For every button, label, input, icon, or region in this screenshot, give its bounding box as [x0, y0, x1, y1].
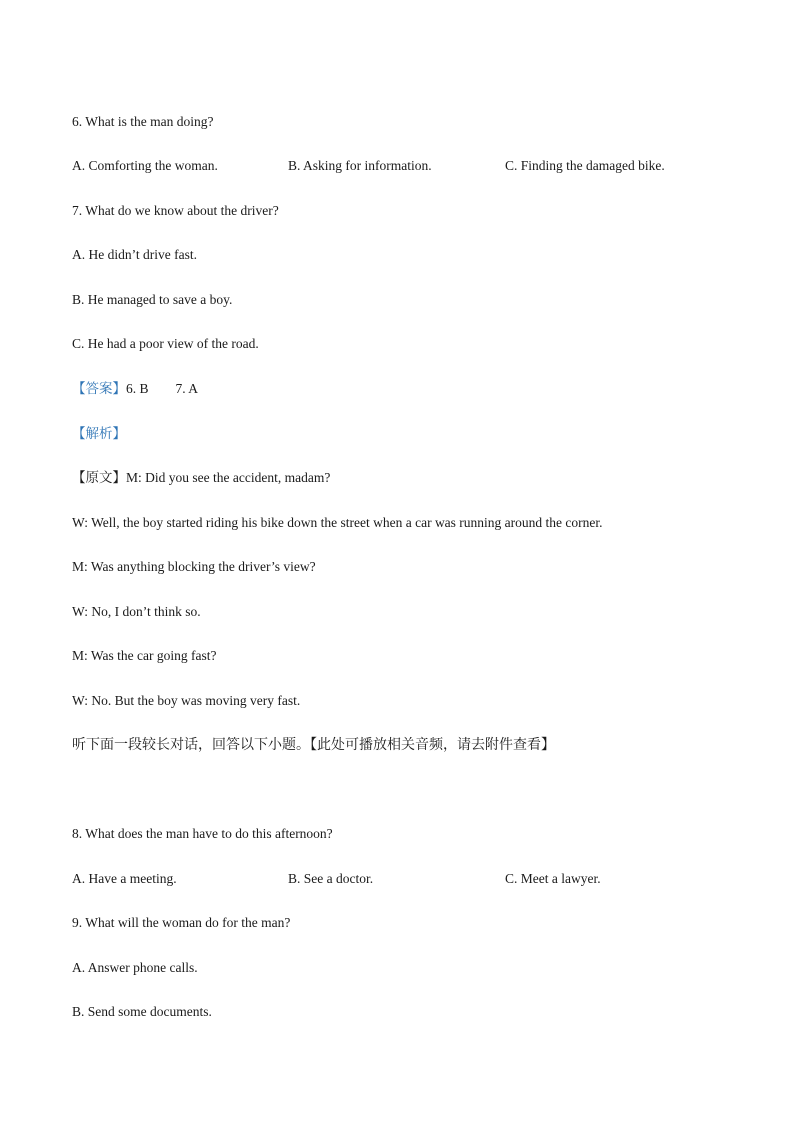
- question-8-stem: 8. What does the man have to do this afternoon?: [72, 826, 333, 841]
- question-7-stem: 7. What do we know about the driver?: [72, 203, 279, 218]
- question-7-option-c: C. He had a poor view of the road.: [72, 336, 259, 351]
- question-6-option-c: C. Finding the damaged bike.: [505, 158, 665, 173]
- transcript-label: 【原文】: [72, 470, 126, 486]
- question-9-option-a: A. Answer phone calls.: [72, 960, 198, 975]
- question-6-stem: 6. What is the man doing?: [72, 114, 214, 129]
- question-8-option-b: B. See a doctor.: [288, 871, 374, 886]
- analysis-line: [72, 425, 126, 443]
- question-6-option-b: B. Asking for information.: [288, 158, 432, 173]
- transcript-line-2: W: Well, the boy started riding his bike down the street when a car was running around the corner.: [72, 515, 603, 530]
- answer-label: 【答案】: [72, 381, 126, 397]
- question-8-option-a: A. Have a meeting.: [72, 871, 177, 886]
- transcript-line-3: M: Was anything blocking the driver’s view?: [72, 559, 316, 574]
- question-8-option-c: C. Meet a lawyer.: [505, 871, 601, 886]
- question-6-option-a: A. Comforting the woman.: [72, 158, 218, 173]
- transcript-line-5: M: Was the car going fast?: [72, 648, 217, 663]
- transcript-line-1: [72, 469, 330, 487]
- question-9-option-b: B. Send some documents.: [72, 1004, 212, 1019]
- transcript-text-1: M: Did you see the accident, madam?: [126, 470, 331, 485]
- question-9-stem: 9. What will the woman do for the man?: [72, 915, 291, 930]
- analysis-label: 【解析】: [72, 426, 126, 442]
- question-7-option-b: B. He managed to save a boy.: [72, 292, 233, 307]
- answer-text: 6. B 7. A: [126, 381, 199, 396]
- answer-line: [72, 380, 198, 398]
- listening-instruction: 听下面一段较长对话，回答以下小题。【此处可播放相关音频，请去附件查看】: [72, 737, 555, 753]
- transcript-line-4: W: No, I don’t think so.: [72, 604, 201, 619]
- transcript-line-6: W: No. But the boy was moving very fast.: [72, 693, 301, 708]
- question-7-option-a: A. He didn’t drive fast.: [72, 247, 197, 262]
